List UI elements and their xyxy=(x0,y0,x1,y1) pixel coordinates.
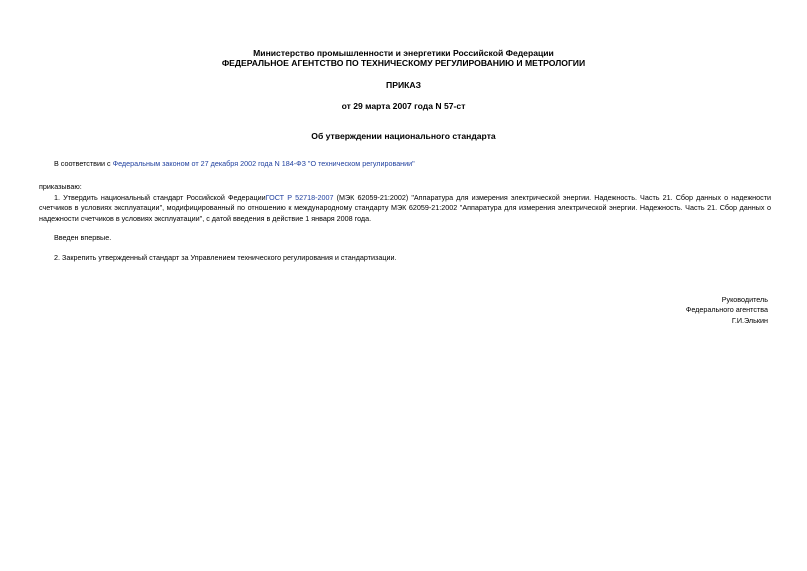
basis-prefix: В соответствии с xyxy=(54,159,113,168)
ministry-name: Министерство промышленности и энергетики Российской Федерации xyxy=(253,48,554,58)
signature-name: Г.И.Элькин xyxy=(731,315,768,325)
introduced-first-note: Введен впервые. xyxy=(54,233,112,242)
order-word: приказываю: xyxy=(39,182,82,191)
order-item-2: 2. Закрепить утвержденный стандарт за Управлением технического регулирования и стандартизации. xyxy=(54,253,397,262)
document-type: ПРИКАЗ xyxy=(386,80,421,90)
item1-prefix: 1. Утвердить национальный стандарт Российской Федерации xyxy=(54,193,266,202)
item1-text: (МЭК 62059-21:2002) "Аппаратура для измерения электрической энергии. Надежность. Часть 21. Сбор данных о надежности счетчиков в условиях эксплуатации", модифицированный по отношению к международному стандарту МЭК 62059-21:2002 "Аппаратура для измерения электрической энергии. Надежность. Часть 21. Сбор данных о надежности счетчиков в условиях эксплуатации", с датой введения в действие 1 января 2008 года. xyxy=(39,193,771,223)
gost-standard-link[interactable]: ГОСТ Р 52718-2007 xyxy=(265,193,334,202)
basis-paragraph xyxy=(39,159,771,169)
agency-name: ФЕДЕРАЛЬНОЕ АГЕНТСТВО ПО ТЕХНИЧЕСКОМУ РЕГУЛИРОВАНИЮ И МЕТРОЛОГИИ xyxy=(221,58,586,68)
signature-block xyxy=(686,295,768,326)
document-subject: Об утверждении национального стандарта xyxy=(311,131,496,141)
signature-position-line2: Федерального агентства xyxy=(685,305,768,315)
order-item-1 xyxy=(39,193,771,224)
signature-position-line1: Руководитель xyxy=(721,295,768,304)
document-date-number: от 29 марта 2007 года N 57-ст xyxy=(341,101,466,111)
federal-law-link[interactable]: Федеральным законом от 27 декабря 2002 года N 184-ФЗ "О техническом регулировании" xyxy=(112,159,415,168)
